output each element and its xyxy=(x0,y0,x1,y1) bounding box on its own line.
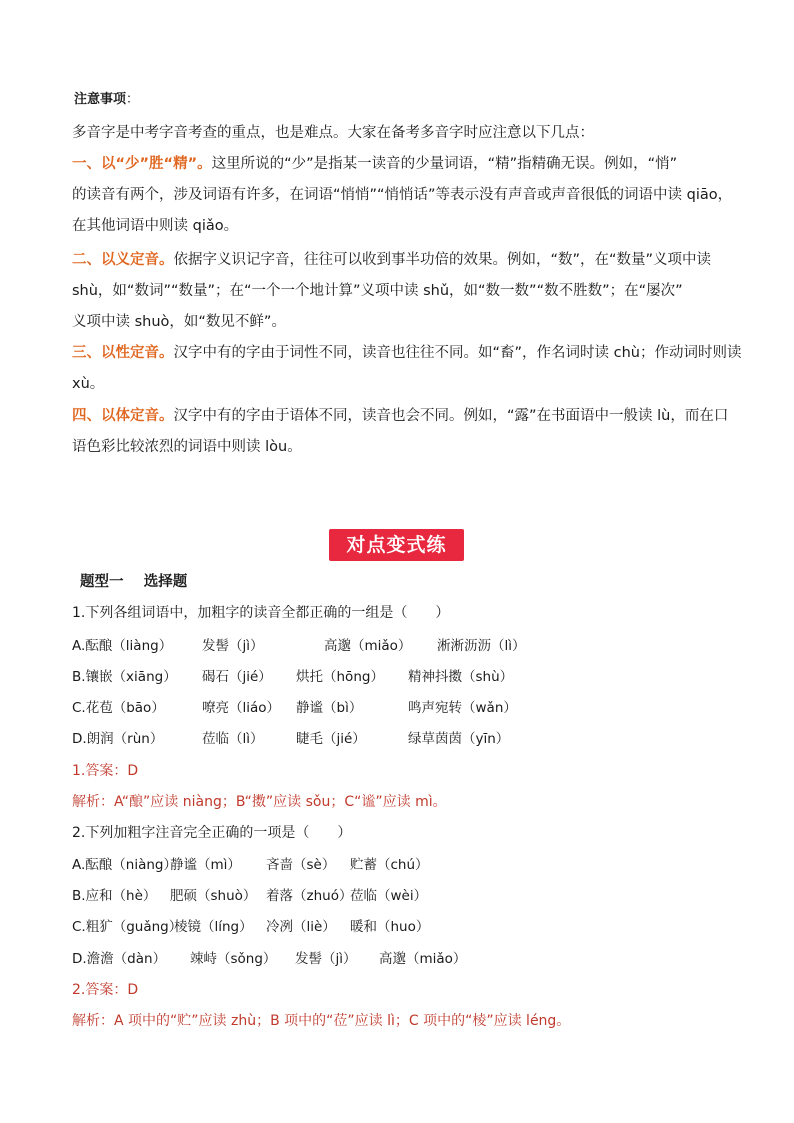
q1-option-a-3: 高邈（miǎo） xyxy=(324,638,412,654)
question-1-stem: 1.下列各组词语中，加粗字的读音全都正确的一组是（ ） xyxy=(72,605,450,621)
point-3-text-1: 汉字中有的字由于词性不同，读音也往往不同。如“畜”，作名词时读 chù；作动词时则读 xyxy=(173,345,742,361)
point-1-text-2: 的读音有两个，涉及词语有许多，在词语“悄悄”“悄悄话”等表示没有声音或声音很低的词语中读 qiāo， xyxy=(72,187,733,203)
q2-option-d-2: 竦峙（sǒng） xyxy=(190,951,277,967)
q2-option-a-2: 静谧（mì） xyxy=(170,857,241,873)
point-2-line-1 xyxy=(72,249,711,271)
point-2-text-1: 依据字义识记字音，往往可以收到事半功倍的效果。例如，“数”，在“数量”义项中读 xyxy=(173,252,712,268)
q1-option-b-4: 精神抖擞（shù） xyxy=(408,669,514,685)
q1-option-a-4: 淅淅沥沥（lì） xyxy=(437,638,526,654)
point-1-text-3: 在其他词语中则读 qiǎo。 xyxy=(72,218,239,234)
q2-option-d-4: 高邈（miǎo） xyxy=(379,951,467,967)
point-4-heading: 四、以体定音。 xyxy=(72,408,174,424)
q1-option-d-4: 绿草茵茵（yīn） xyxy=(408,731,510,747)
q2-option-c-3: 冷冽（liè） xyxy=(266,919,336,935)
q1-option-d-1: D.朗润（rùn） xyxy=(72,731,164,747)
q1-option-a-1: A.酝酿（liàng） xyxy=(72,638,173,654)
q1-option-b-2: 碣石（jié） xyxy=(202,669,272,685)
q2-option-a-1: A.酝酿（niàng） xyxy=(72,857,177,873)
q2-option-b-4: 莅临（wèi） xyxy=(350,888,428,904)
q2-option-b-1: B.应和（hè） xyxy=(72,888,157,904)
notice-title: 注意事项 xyxy=(74,92,127,107)
point-1-text-1: 这里所说的“少”是指某一读音的少量词语，“精”指精确无误。例如，“悄” xyxy=(211,156,678,172)
q1-option-c-3: 静谧（bì） xyxy=(296,700,363,716)
q1-option-c-2: 嘹亮（liáo） xyxy=(202,700,281,716)
section-badge: 对点变式练 xyxy=(329,529,464,561)
q1-option-d-2: 莅临（lì） xyxy=(202,731,264,747)
point-4-text-2: 语色彩比较浓烈的词语中则读 lòu。 xyxy=(72,439,302,455)
q2-option-d-3: 发髻（jì） xyxy=(295,951,357,967)
q1-option-c-4: 鸣声宛转（wǎn） xyxy=(408,700,517,716)
q2-option-a-3: 吝啬（sè） xyxy=(266,857,336,873)
q2-option-c-2: 棱镜（líng） xyxy=(174,919,253,935)
point-2-heading: 二、以义定音。 xyxy=(72,252,174,268)
q2-option-b-2: 肥硕（shuò） xyxy=(170,888,257,904)
q2-option-a-4: 贮蓄（chú） xyxy=(350,857,429,873)
point-2-text-3: 义项中读 shuò，如“数见不鲜”。 xyxy=(72,314,286,330)
q2-option-c-4: 暖和（huo） xyxy=(350,919,430,935)
q1-option-a-2: 发髻（jì） xyxy=(202,638,264,654)
q1-option-c-1: C.花苞（bāo） xyxy=(72,700,165,716)
q2-option-b-3: 着落（zhuó） xyxy=(266,888,353,904)
point-4-line-1 xyxy=(72,405,728,427)
point-3-text-2: xù。 xyxy=(72,376,105,392)
question-2-stem: 2.下列加粗字注音完全正确的一项是（ ） xyxy=(72,825,352,841)
question-2-answer: 2.答案：D xyxy=(72,982,139,998)
q2-option-c-1: C.粗犷（guǎng） xyxy=(72,919,183,935)
point-2-text-2: shù，如“数词”“数量”；在“一个一个地计算”义项中读 shǔ，如“数一数”“数不胜数”；在“屡次” xyxy=(72,283,683,299)
point-3-line-1 xyxy=(72,342,741,364)
q1-option-b-1: B.镶嵌（xiāng） xyxy=(72,669,177,685)
point-3-heading: 三、以性定音。 xyxy=(72,345,174,361)
notice-title-colon: ： xyxy=(126,92,140,107)
q2-option-d-1: D.澹澹（dàn） xyxy=(72,951,167,967)
point-1-line-1 xyxy=(72,153,677,175)
point-1-heading: 一、以“少”胜“精”。 xyxy=(72,156,212,172)
notice-title-row xyxy=(74,88,139,107)
question-1-answer: 1.答案：D xyxy=(72,763,139,779)
q1-option-b-3: 烘托（hōng） xyxy=(296,669,384,685)
question-type-heading: 题型一 选择题 xyxy=(80,574,188,590)
q1-option-d-3: 睫毛（jié） xyxy=(296,731,366,747)
notice-intro: 多音字是中考字音考查的重点，也是难点。大家在备考多音字时应注意以下几点： xyxy=(72,125,594,141)
point-4-text-1: 汉字中有的字由于语体不同，读音也会不同。例如，“露”在书面语中一般读 lù，而在口 xyxy=(173,408,729,424)
question-1-analysis: 解析：A“酿”应读 niàng；B“擞”应读 sǒu；C“谧”应读 mì。 xyxy=(72,794,447,810)
question-2-analysis: 解析：A 项中的“贮”应读 zhù；B 项中的“莅”应读 lì；C 项中的“棱”应读 léng。 xyxy=(72,1013,571,1029)
